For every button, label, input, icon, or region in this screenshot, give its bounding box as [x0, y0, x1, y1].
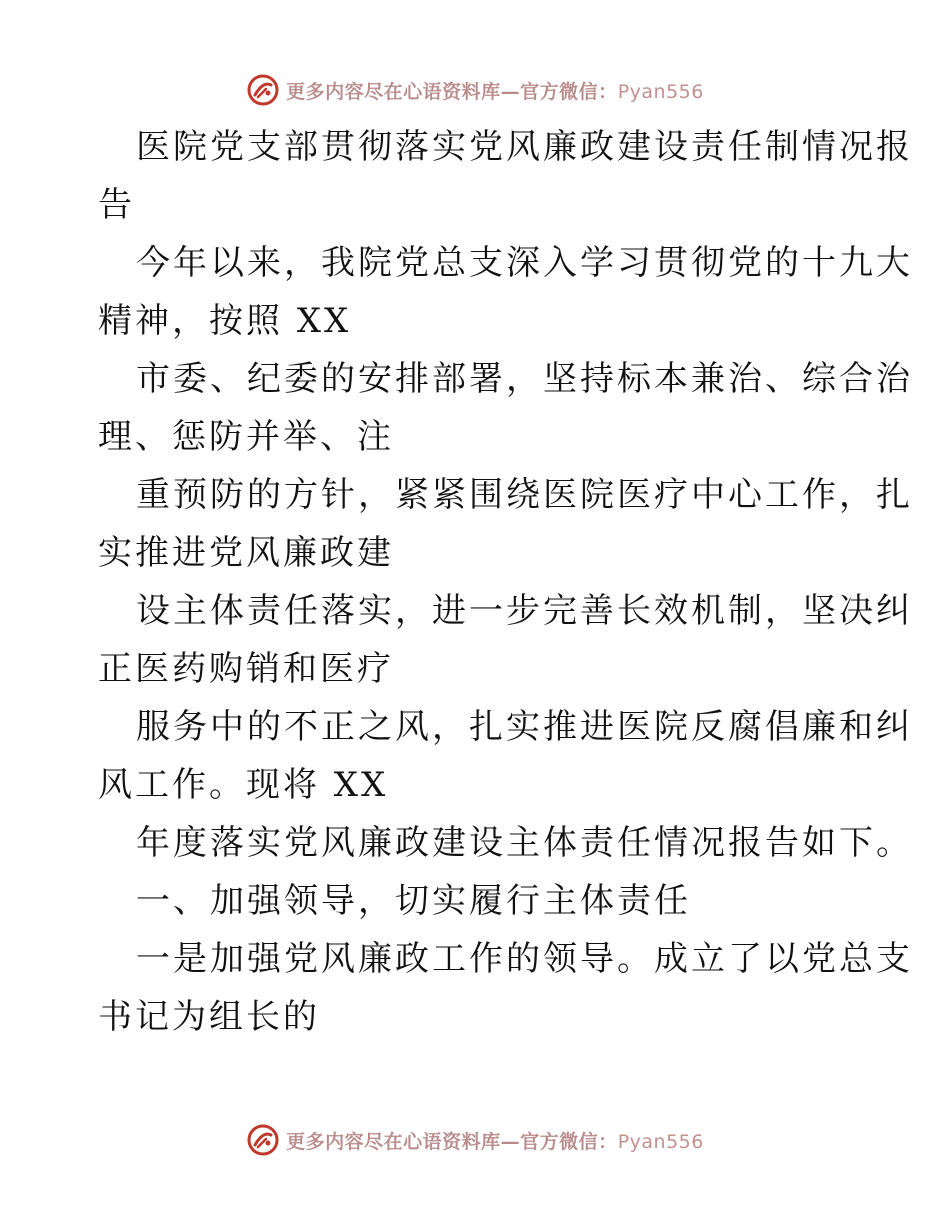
doc-line: 风工作。现将 XX	[98, 765, 389, 805]
banner-wechat-id: Pyan556	[617, 80, 704, 103]
banner-text	[286, 77, 704, 104]
doc-line: 今年以来，我院党总支深入学习贯彻党的十九大	[136, 243, 913, 283]
doc-line: 实推进党风廉政建	[98, 533, 394, 573]
doc-line: 设主体责任落实，进一步完善长效机制，坚决纠	[136, 591, 913, 631]
footer-banner	[0, 1120, 950, 1160]
banner-separator: —	[500, 1130, 521, 1153]
doc-line: 市委、纪委的安排部署，坚持标本兼治、综合治	[136, 359, 913, 399]
doc-line: 一是加强党风廉政工作的领导。成立了以党总支	[136, 939, 913, 979]
banner-separator: —	[500, 80, 521, 103]
doc-line: 服务中的不正之风，扎实推进医院反腐倡廉和纠	[136, 707, 913, 747]
banner-site-name: 更多内容尽在心语资料库	[286, 80, 501, 103]
doc-line: 书记为组长的	[98, 997, 320, 1037]
banner-site-name: 更多内容尽在心语资料库	[286, 1130, 501, 1153]
doc-title-line-1: 医院党支部贯彻落实党风廉政建设责任制情况报	[136, 127, 913, 167]
doc-line: 精神，按照 XX	[98, 301, 352, 341]
document-body	[98, 118, 913, 1046]
banner-wechat-id: Pyan556	[617, 1130, 704, 1153]
doc-line: 重预防的方针，紧紧围绕医院医疗中心工作，扎	[136, 475, 913, 515]
banner-wechat-label: 官方微信：	[520, 1130, 618, 1153]
logo-icon	[246, 1123, 280, 1157]
doc-line: 年度落实党风廉政建设主体责任情况报告如下。	[136, 823, 913, 863]
header-banner	[0, 70, 950, 110]
section-heading: 一、加强领导，切实履行主体责任	[136, 881, 691, 921]
banner-wechat-label: 官方微信：	[520, 80, 618, 103]
doc-title-line-2: 告	[98, 185, 135, 225]
logo-icon	[246, 73, 280, 107]
doc-line: 正医药购销和医疗	[98, 649, 394, 689]
banner-text	[286, 1127, 704, 1154]
doc-line: 理、惩防并举、注	[98, 417, 394, 457]
